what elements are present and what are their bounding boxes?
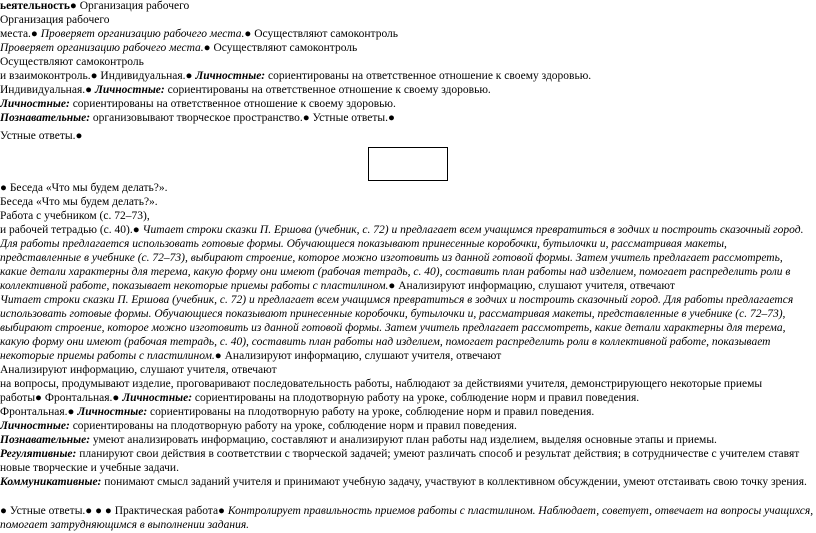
- text-line: [0, 406, 594, 420]
- text-line: Устные ответы.●: [0, 130, 83, 142]
- text-line: [0, 280, 675, 294]
- fragment-bold-italic: Личностные:: [195, 70, 266, 82]
- text-line: Организация рабочего: [0, 14, 110, 26]
- fragment-bold-italic: Личностные:: [0, 420, 70, 432]
- fragment-bold-italic: Коммуникативные:: [0, 476, 102, 488]
- fragment-italic: Читает строки сказки П. Ершова (учебник, с. 72) и предлагает всем учащимся превратиться в зодчих и построить сказочный город.: [142, 224, 804, 236]
- text-line: представленные в учебнике (с. 72–73), выбирают строение, которое можно изготовить из данной готовой формы. Затем учитель предлагает рассмотреть,: [0, 252, 783, 264]
- text-line: [0, 434, 717, 448]
- fragment-italic: Проверяет организацию рабочего места.: [40, 28, 245, 40]
- fragment-italic: Контролирует правильность приемов работы с пластилином. Наблюдает, советует, отвечает на вопросы учащихся, помогает затрудняющимся в выполнении задания.: [0, 505, 814, 531]
- fragment: и рабочей тетрадью (с. 40).●: [0, 224, 143, 236]
- fragment: сориентированы на плодотворную работу на уроке, соблюдение норм и правил поведения.: [147, 406, 595, 418]
- text-line: [0, 350, 501, 364]
- fragment: Фронтальная.●: [0, 406, 78, 418]
- text-line: Анализируют информацию, слушают учителя, отвечают: [0, 364, 277, 376]
- fragment-italic: Проверяет организацию рабочего места.: [0, 42, 204, 54]
- fragment: организовывают творческое пространство.● Устные ответы.●: [90, 112, 395, 124]
- text-line: какие детали характерны для терема, какую форму они имеют (рабочая тетрадь, с. 40), составить план работы над изделием, помогает распределить роли в: [0, 266, 791, 278]
- fragment-italic: некоторые приемы работы с пластилином.: [0, 350, 215, 362]
- text-line: [0, 28, 398, 42]
- text-line: [0, 70, 591, 84]
- text-line: [0, 392, 639, 406]
- empty-frame: [368, 147, 448, 181]
- fragment: ● Осуществляют самоконтроль: [203, 42, 358, 54]
- text-line: использовать готовые формы. Обучающиеся показывают принесенные коробочки, бутылочки и, рассматривая макеты, представленные в учебнике (с. 72–73),: [0, 308, 786, 320]
- fragment-italic: коллективной работе, показывает некоторые приемы работы с пластилином.: [0, 280, 389, 292]
- text-line: [0, 0, 189, 14]
- text-paragraph: [0, 448, 814, 475]
- fragment: места.●: [0, 28, 41, 40]
- fragment-bold-italic: Личностные:: [0, 98, 70, 110]
- text-line: [0, 112, 395, 126]
- fragment: ● Анализируют информацию, слушают учителя, отвечают: [214, 350, 502, 362]
- text-line: выбирают строение, которое можно изготовить из данной готовой формы. Затем учитель предлагает рассмотреть, какие детали характерны для терема,: [0, 322, 786, 334]
- text-line: какую форму они имеют (рабочая тетрадь, с. 40), составить план работы над изделием, помогает распределить роли в коллективной работе, показывает: [0, 336, 771, 348]
- fragment: сориентированы на ответственное отношение к своему здоровью.: [69, 98, 396, 110]
- fragment: ● Организация рабочего: [69, 0, 190, 12]
- fragment: сориентированы на плодотворную работу на уроке, соблюдение норм и правил поведения.: [192, 392, 640, 404]
- text-line: [0, 224, 803, 238]
- text-line: [0, 420, 517, 434]
- fragment-bold-italic: Личностные:: [77, 406, 148, 418]
- text-line: [0, 42, 357, 56]
- fragment: сориентированы на ответственное отношение к своему здоровью.: [265, 70, 592, 82]
- fragment-bold-italic: Регулятивные:: [0, 448, 77, 460]
- fragment-bold-italic: Личностные:: [94, 84, 165, 96]
- fragment: планируют свои действия в соответствии с творческой задачей; умеют различать способ и результат действия; в сотрудничестве с учителем ставят новые творческие и учебные задачи.: [0, 448, 800, 474]
- text-line: ● Беседа «Что мы будем делать?».: [0, 182, 168, 194]
- text-line: Осуществляют самоконтроль: [0, 56, 144, 68]
- text-line: [0, 98, 396, 112]
- fragment: ● Осуществляют самоконтроль: [244, 28, 399, 40]
- fragment: работы● Фронтальная.●: [0, 392, 123, 404]
- text-line: Для работы предлагается использовать готовые формы. Обучающиеся показывают принесенные коробочки, бутылочки и, рассматривая макеты,: [0, 238, 727, 250]
- text-line: на вопросы, продумывают изделие, проговаривают последовательность работы, наблюдают за действиями учителя, демонстрирующего некоторые приемы: [0, 378, 763, 390]
- fragment-bold: ьеятельность: [0, 0, 70, 12]
- fragment-bold-italic: Познавательные:: [0, 434, 91, 446]
- fragment-bold-italic: Личностные:: [122, 392, 193, 404]
- text-line: Беседа «Что мы будем делать?».: [0, 196, 158, 208]
- text-paragraph: [0, 476, 814, 490]
- fragment: умеют анализировать информацию, составляют и анализируют план работы над изделием, выделяя основные этапы и приемы.: [90, 434, 717, 446]
- fragment-bold-italic: Познавательные:: [0, 112, 91, 124]
- fragment: и взаимоконтроль.● Индивидуальная.●: [0, 70, 196, 82]
- text-line: Работа с учебником (с. 72–73),: [0, 210, 150, 222]
- fragment: Индивидуальная.●: [0, 84, 95, 96]
- text-line: Читает строки сказки П. Ершова (учебник, с. 72) и предлагает всем учащимся превратиться в зодчих и построить сказочный город. Для работы предлагается: [0, 294, 794, 306]
- fragment: сориентированы на плодотворную работу на уроке, соблюдение норм и правил поведения.: [69, 420, 517, 432]
- fragment: ● Анализируют информацию, слушают учителя, отвечают: [388, 280, 675, 292]
- text-line: [0, 84, 491, 98]
- text-paragraph: [0, 505, 814, 532]
- fragment: сориентированы на ответственное отношение к своему здоровью.: [164, 84, 491, 96]
- fragment: ● Устные ответы.● ● ● Практическая работа●: [0, 505, 228, 517]
- fragment: понимают смысл заданий учителя и принимают учебную задачу, участвуют в коллективном обсуждении, умеют отстаивать свою точку зрения.: [101, 476, 807, 488]
